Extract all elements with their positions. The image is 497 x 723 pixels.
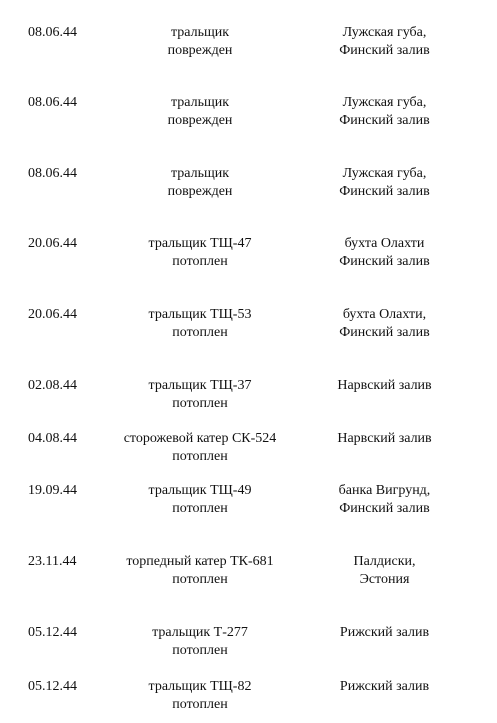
event-line: потоплен bbox=[172, 643, 228, 658]
place-line: Финский залив bbox=[339, 501, 430, 516]
place-line: Финский залив bbox=[339, 43, 430, 58]
event-line: тральщик ТЩ-82 bbox=[148, 679, 252, 694]
place-line: бухта Олахти bbox=[344, 236, 425, 251]
place-line: Палдиски, bbox=[353, 554, 416, 569]
place-line: Лужская губа, bbox=[342, 166, 427, 181]
event-cell bbox=[95, 235, 305, 271]
place-cell bbox=[312, 377, 457, 395]
place-line: Эстония bbox=[359, 572, 410, 587]
place-cell bbox=[312, 430, 457, 448]
event-cell bbox=[95, 678, 305, 714]
event-line: поврежден bbox=[167, 184, 233, 199]
event-line: потоплен bbox=[172, 449, 228, 464]
place-line: Рижский залив bbox=[339, 625, 430, 640]
place-cell bbox=[312, 678, 457, 696]
event-line: тральщик ТЩ-53 bbox=[148, 307, 252, 322]
event-cell bbox=[95, 430, 305, 466]
event-cell bbox=[95, 553, 305, 589]
event-line: поврежден bbox=[167, 43, 233, 58]
place-line: Рижский залив bbox=[339, 679, 430, 694]
event-line: потоплен bbox=[172, 325, 228, 340]
date-cell: 08.06.44 bbox=[28, 25, 77, 40]
place-line: Нарвский залив bbox=[337, 378, 432, 393]
event-line: потоплен bbox=[172, 396, 228, 411]
date-cell: 19.09.44 bbox=[28, 483, 77, 498]
event-cell bbox=[95, 306, 305, 342]
place-line: Финский залив bbox=[339, 113, 430, 128]
event-line: тральщик bbox=[170, 95, 230, 110]
event-line: тральщик ТЩ-49 bbox=[148, 483, 252, 498]
event-line: торпедный катер ТК-681 bbox=[126, 554, 274, 569]
place-cell bbox=[312, 235, 457, 271]
event-line: потоплен bbox=[172, 501, 228, 516]
event-line: поврежден bbox=[167, 113, 233, 128]
event-line: тральщик ТЩ-47 bbox=[148, 236, 252, 251]
date-cell: 20.06.44 bbox=[28, 307, 77, 322]
place-cell bbox=[312, 553, 457, 589]
event-cell bbox=[95, 94, 305, 130]
event-line: тральщик bbox=[170, 166, 230, 181]
place-cell bbox=[312, 24, 457, 60]
date-cell: 08.06.44 bbox=[28, 166, 77, 181]
place-line: Лужская губа, bbox=[342, 25, 427, 40]
place-cell bbox=[312, 482, 457, 518]
place-line: Финский залив bbox=[339, 254, 430, 269]
event-cell bbox=[95, 377, 305, 413]
event-cell bbox=[95, 165, 305, 201]
event-line: тральщик Т-277 bbox=[152, 625, 248, 640]
place-line: Финский залив bbox=[339, 325, 430, 340]
event-cell bbox=[95, 624, 305, 660]
event-cell bbox=[95, 482, 305, 518]
place-cell bbox=[312, 624, 457, 642]
event-line: потоплен bbox=[172, 254, 228, 269]
event-line: тральщик ТЩ-37 bbox=[148, 378, 252, 393]
place-line: бухта Олахти, bbox=[342, 307, 427, 322]
event-cell bbox=[95, 24, 305, 60]
place-line: Нарвский залив bbox=[337, 431, 432, 446]
event-line: сторожевой катер СК-524 bbox=[123, 431, 277, 446]
place-line: банка Вигрунд, bbox=[338, 483, 431, 498]
date-cell: 02.08.44 bbox=[28, 378, 77, 393]
date-cell: 08.06.44 bbox=[28, 95, 77, 110]
place-cell bbox=[312, 94, 457, 130]
event-line: потоплен bbox=[172, 572, 228, 587]
place-cell bbox=[312, 306, 457, 342]
date-cell: 23.11.44 bbox=[28, 554, 77, 569]
place-line: Лужская губа, bbox=[342, 95, 427, 110]
date-cell: 04.08.44 bbox=[28, 431, 77, 446]
place-line: Финский залив bbox=[339, 184, 430, 199]
date-cell: 20.06.44 bbox=[28, 236, 77, 251]
event-line: тральщик bbox=[170, 25, 230, 40]
date-cell: 05.12.44 bbox=[28, 679, 77, 694]
place-cell bbox=[312, 165, 457, 201]
date-cell: 05.12.44 bbox=[28, 625, 77, 640]
event-line: потоплен bbox=[172, 697, 228, 712]
